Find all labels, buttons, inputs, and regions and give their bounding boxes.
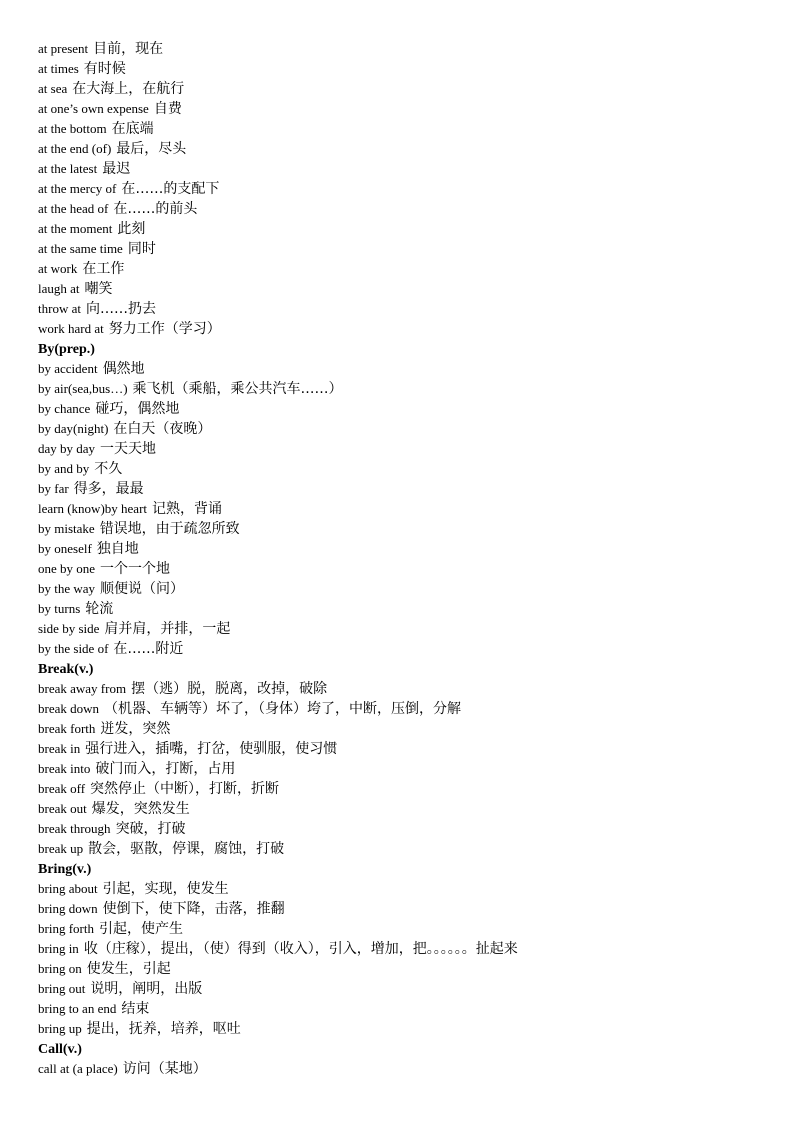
phrase-chinese: 散会，驱散，停课，腐蚀，打破 (88, 841, 285, 857)
phrase-chinese: 轮流 (85, 601, 114, 617)
phrase-english: bring in (38, 941, 79, 956)
phrase-entry (38, 639, 768, 659)
phrase-chinese: 肩并肩，并排，一起 (104, 621, 231, 637)
phrase-entry (38, 699, 768, 719)
phrase-entry (38, 939, 768, 959)
phrase-english: one by one (38, 561, 96, 576)
phrase-entry (38, 279, 768, 299)
phrase-chinese: 爆发，突然发生 (91, 801, 190, 817)
phrase-entry (38, 959, 768, 979)
phrase-entry (38, 1059, 768, 1079)
phrase-chinese: 一天天地 (100, 441, 157, 457)
phrase-entry (38, 359, 768, 379)
phrase-chinese: 引起，实现，使发生 (102, 881, 229, 897)
phrase-chinese: 在白天（夜晚） (113, 421, 212, 437)
phrase-entry (38, 419, 768, 439)
phrase-english: break down (38, 701, 100, 716)
phrase-entry (38, 719, 768, 739)
phrase-english: laugh at (38, 281, 80, 296)
phrase-chinese: 碰巧，偶然地 (95, 401, 180, 417)
phrase-english: at the same time (38, 241, 123, 256)
phrase-chinese: 最后，尽头 (116, 141, 187, 157)
phrase-english: at the latest (38, 161, 98, 176)
phrase-chinese: 结束 (121, 1001, 150, 1017)
phrase-chinese: 使倒下，使下降，击落，推翻 (102, 901, 285, 917)
phrase-chinese: 同时 (127, 241, 156, 257)
phrase-entry (38, 379, 768, 399)
phrase-english: bring out (38, 981, 86, 996)
phrase-chinese: 在大海上，在航行 (72, 81, 185, 97)
phrase-entry (38, 199, 768, 219)
phrase-entry (38, 599, 768, 619)
phrase-chinese: 摆（逃）脱，脱离，改掉，破除 (131, 681, 328, 697)
phrase-entry (38, 259, 768, 279)
phrase-list (38, 39, 768, 1079)
phrase-english: by mistake (38, 521, 95, 536)
section-heading-text: Bring(v.) (38, 862, 92, 877)
phrase-english: work hard at (38, 321, 104, 336)
phrase-english: at the end (of) (38, 141, 112, 156)
phrase-english: by far (38, 481, 69, 496)
phrase-english: at one’s own expense (38, 101, 149, 116)
phrase-entry (38, 619, 768, 639)
phrase-chinese: 目前，现在 (93, 41, 164, 57)
phrase-entry (38, 139, 768, 159)
section-heading-text: Break(v.) (38, 662, 94, 677)
phrase-chinese: 不久 (94, 461, 123, 477)
phrase-chinese: 得多，最最 (73, 481, 144, 497)
phrase-chinese: 一个一个地 (100, 561, 171, 577)
phrase-entry (38, 539, 768, 559)
phrase-english: break forth (38, 721, 96, 736)
phrase-entry (38, 59, 768, 79)
phrase-chinese: 提出，抚养，培养，呕吐 (86, 1021, 241, 1037)
phrase-english: bring to an end (38, 1001, 117, 1016)
phrase-chinese: 嘲笑 (84, 281, 113, 297)
phrase-entry (38, 119, 768, 139)
phrase-chinese: 访问（某地） (122, 1061, 207, 1077)
phrase-english: at times (38, 61, 79, 76)
phrase-entry (38, 519, 768, 539)
phrase-chinese: 记熟，背诵 (152, 501, 223, 517)
phrase-entry (38, 179, 768, 199)
phrase-english: break up (38, 841, 84, 856)
phrase-chinese: 引起，使产生 (98, 921, 183, 937)
phrase-entry (38, 679, 768, 699)
phrase-entry (38, 299, 768, 319)
phrase-entry (38, 979, 768, 999)
phrase-english: by oneself (38, 541, 92, 556)
phrase-entry (38, 919, 768, 939)
phrase-chinese: （机器、车辆等）坏了，（身体）垮了，中断，压倒，分解 (104, 701, 462, 717)
phrase-chinese: 自费 (153, 101, 182, 117)
phrase-entry (38, 579, 768, 599)
phrase-chinese: 顺便说（问） (100, 581, 185, 597)
phrase-english: break into (38, 761, 91, 776)
phrase-chinese: 在……的支配下 (121, 181, 220, 197)
phrase-chinese: 在……的前头 (113, 201, 198, 217)
section-heading (38, 659, 768, 679)
phrase-chinese: 偶然地 (102, 361, 145, 377)
phrase-entry (38, 779, 768, 799)
phrase-chinese: 错误地，由于疏忽所致 (99, 521, 240, 537)
phrase-chinese: 在工作 (82, 261, 125, 277)
phrase-english: throw at (38, 301, 81, 316)
phrase-chinese: 乘飞机（乘船，乘公共汽车……） (132, 381, 343, 397)
phrase-chinese: 在……附近 (113, 641, 184, 657)
phrase-entry (38, 559, 768, 579)
section-heading-text: By(prep.) (38, 342, 95, 357)
phrase-chinese: 最迟 (102, 161, 131, 177)
phrase-entry (38, 1019, 768, 1039)
phrase-entry (38, 899, 768, 919)
phrase-entry (38, 759, 768, 779)
section-heading (38, 859, 768, 879)
phrase-chinese: 此刻 (117, 221, 146, 237)
phrase-chinese: 努力工作（学习） (108, 321, 221, 337)
phrase-entry (38, 999, 768, 1019)
phrase-english: by accident (38, 361, 98, 376)
phrase-english: by air(sea,bus…) (38, 381, 128, 396)
phrase-english: bring about (38, 881, 98, 896)
phrase-entry (38, 739, 768, 759)
phrase-english: learn (know)by heart (38, 501, 148, 516)
phrase-english: break in (38, 741, 81, 756)
phrase-english: at the head of (38, 201, 109, 216)
phrase-entry (38, 799, 768, 819)
phrase-english: at present (38, 41, 89, 56)
phrase-english: bring down (38, 901, 98, 916)
phrase-english: by the side of (38, 641, 109, 656)
phrase-english: at the bottom (38, 121, 107, 136)
section-heading-text: Call(v.) (38, 1042, 82, 1057)
phrase-chinese: 突然停止（中断），打断，折断 (90, 781, 280, 797)
phrase-english: at sea (38, 81, 68, 96)
phrase-chinese: 破门而入，打断，占用 (95, 761, 236, 777)
phrase-entry (38, 479, 768, 499)
phrase-english: bring on (38, 961, 82, 976)
section-heading (38, 339, 768, 359)
phrase-english: break through (38, 821, 111, 836)
phrase-chinese: 强行进入，插嘴，打岔，使驯服，使习惯 (85, 741, 338, 757)
phrase-entry (38, 79, 768, 99)
phrase-chinese: 有时候 (83, 61, 126, 77)
phrase-chinese: 说明，阐明，出版 (90, 981, 203, 997)
phrase-entry (38, 879, 768, 899)
phrase-english: by turns (38, 601, 81, 616)
phrase-entry (38, 99, 768, 119)
phrase-english: day by day (38, 441, 96, 456)
phrase-english: by the way (38, 581, 96, 596)
phrase-chinese: 向……扔去 (85, 301, 156, 317)
phrase-entry (38, 819, 768, 839)
phrase-english: break off (38, 781, 86, 796)
phrase-chinese: 独自地 (96, 541, 139, 557)
phrase-chinese: 突破，打破 (115, 821, 186, 837)
phrase-entry (38, 159, 768, 179)
phrase-entry (38, 459, 768, 479)
phrase-entry (38, 219, 768, 239)
phrase-english: at the moment (38, 221, 113, 236)
phrase-english: by chance (38, 401, 91, 416)
phrase-english: bring up (38, 1021, 82, 1036)
phrase-chinese: 迸发，突然 (100, 721, 171, 737)
phrase-english: side by side (38, 621, 100, 636)
phrase-chinese: 使发生，引起 (86, 961, 171, 977)
phrase-entry (38, 319, 768, 339)
phrase-chinese: 在底端 (111, 121, 154, 137)
phrase-english: at work (38, 261, 78, 276)
phrase-entry (38, 239, 768, 259)
phrase-english: by and by (38, 461, 90, 476)
phrase-english: call at (a place) (38, 1061, 118, 1076)
phrase-entry (38, 839, 768, 859)
phrase-english: by day(night) (38, 421, 109, 436)
phrase-entry (38, 439, 768, 459)
phrase-english: at the mercy of (38, 181, 117, 196)
phrase-chinese: 收（庄稼），提出，（使）得到（收入），引入，增加，把。。。。。。扯起来 (83, 941, 518, 957)
phrase-entry (38, 39, 768, 59)
phrase-entry (38, 399, 768, 419)
phrase-english: bring forth (38, 921, 94, 936)
phrase-english: break out (38, 801, 87, 816)
section-heading (38, 1039, 768, 1059)
phrase-english: break away from (38, 681, 127, 696)
phrase-entry (38, 499, 768, 519)
